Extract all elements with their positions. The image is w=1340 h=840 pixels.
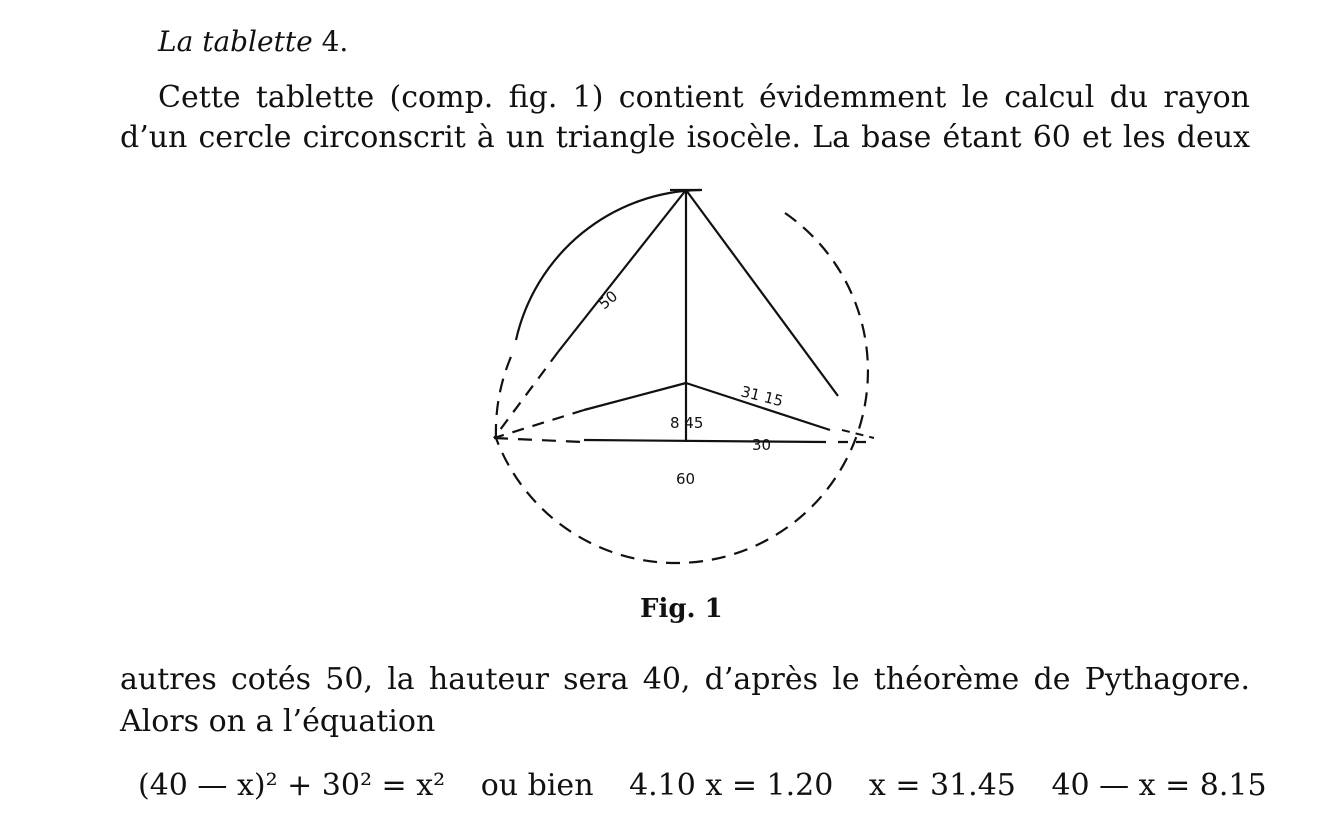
right-side	[686, 190, 838, 396]
paragraph-line-2: d’un cercle circonscrit à un triangle isocèle. La base étant 60 et les deux	[120, 120, 1250, 155]
heading-italic: La tablette	[158, 25, 313, 58]
left-side-solid	[558, 190, 686, 352]
equation	[138, 766, 1267, 806]
right-vertex-mark	[842, 430, 874, 438]
label-height-part: 8 45	[670, 414, 704, 432]
base-left-dashed	[494, 438, 582, 442]
label-base: 60	[676, 470, 696, 488]
equation-part-1: (40 — x)² + 30² = x²	[138, 768, 446, 803]
section-heading	[158, 22, 348, 62]
label-radius: 31 15	[739, 382, 786, 411]
equation-part-4: x = 31.45	[868, 768, 1016, 803]
radius-left	[584, 383, 686, 410]
paragraph-line-3: autres cotés 50, la hauteur sera 40, d’après le théorème de Pythagore.	[120, 662, 1250, 697]
figure-1	[470, 180, 900, 600]
heading-number: 4.	[321, 25, 349, 58]
radius-left-dashed	[494, 410, 584, 438]
label-half-base: 30	[752, 436, 772, 454]
base-solid	[584, 440, 826, 442]
equation-part-3: 4.10 x = 1.20	[629, 768, 834, 803]
equation-part-2: ou bien	[480, 768, 594, 803]
figure-caption: Fig. 1	[640, 594, 723, 624]
circle-arc-solid	[516, 190, 700, 340]
label-side: 50	[595, 287, 622, 314]
paragraph-line-1: Cette tablette (comp. fig. 1) contient évidemment le calcul du rayon	[158, 80, 1250, 115]
equation-part-5: 40 — x = 8.15	[1051, 768, 1267, 803]
paragraph-line-4: Alors on a l’équation	[120, 704, 436, 739]
circumscribed-circle-diagram	[470, 180, 900, 600]
left-side-dashed	[494, 352, 558, 438]
